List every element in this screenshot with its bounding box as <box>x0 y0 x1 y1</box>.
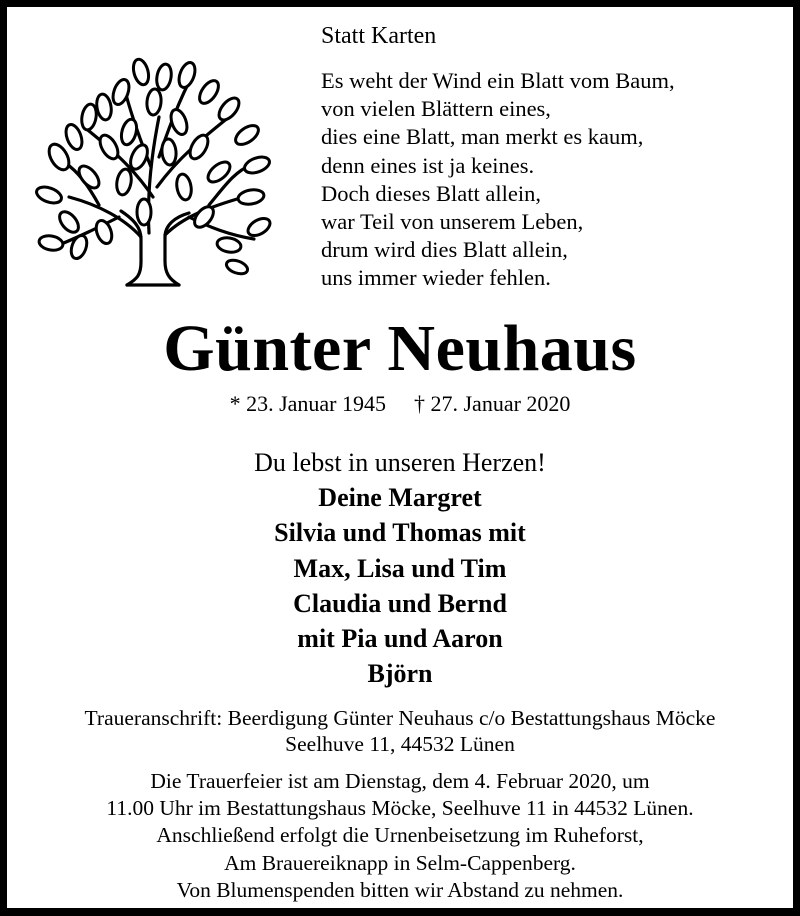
death-date: † 27. Januar 2020 <box>414 391 571 416</box>
ceremony-line: Von Blumenspenden bitten wir Abstand zu nehmen. <box>176 877 624 902</box>
poem-line: Doch dieses Blatt allein, <box>321 180 541 206</box>
heading-statt-karten: Statt Karten <box>321 23 437 49</box>
birth-date: * 23. Januar 1945 <box>229 391 386 416</box>
mourner-line: mit Pia und Aaron <box>297 624 503 654</box>
mourner-line: Björn <box>367 659 433 689</box>
ceremony-info <box>7 768 793 904</box>
poem-line: uns immer wieder fehlen. <box>321 265 551 291</box>
falling-leaf-icon <box>225 258 250 277</box>
deceased-name: Günter Neuhaus <box>163 312 637 385</box>
poem-line: von vielen Blättern eines, <box>321 96 551 122</box>
poem-line: dies eine Blatt, man merkt es kaum, <box>321 124 644 150</box>
poem-line: war Teil von unserem Leben, <box>321 209 584 235</box>
ceremony-line: Die Trauerfeier ist am Dienstag, dem 4. Februar 2020, um <box>150 769 650 793</box>
tree-icon <box>29 47 274 292</box>
address-line: Seelhuve 11, 44532 Lünen <box>285 732 515 756</box>
address-line: Traueranschrift: Beerdigung Günter Neuhaus c/o Bestattungshaus Möcke <box>84 706 716 730</box>
mourner-line: Deine Margret <box>318 483 482 512</box>
ceremony-line: Am Brauereiknapp in Selm-Cappenberg. <box>224 850 576 875</box>
poem-line: Es weht der Wind ein Blatt vom Baum, <box>321 68 675 93</box>
life-dates <box>7 390 793 418</box>
mourners-intro: Du lebst in unseren Herzen! <box>254 448 546 477</box>
ceremony-line: 11.00 Uhr im Bestattungshaus Möcke, Seelhuve 11 in 44532 Lünen. <box>106 796 694 821</box>
mourner-line: Silvia und Thomas mit <box>274 518 526 548</box>
mourners-list <box>7 480 793 692</box>
mourning-address <box>7 705 793 757</box>
ceremony-line: Anschließend erfolgt die Urnenbeisetzung im Ruheforst, <box>156 823 644 848</box>
mourner-line: Max, Lisa und Tim <box>293 553 507 583</box>
mourner-line: Claudia und Bernd <box>293 588 507 618</box>
poem-line: drum wird dies Blatt allein, <box>321 237 568 263</box>
poem <box>321 67 675 293</box>
poem-line: denn eines ist ja keines. <box>321 152 535 178</box>
